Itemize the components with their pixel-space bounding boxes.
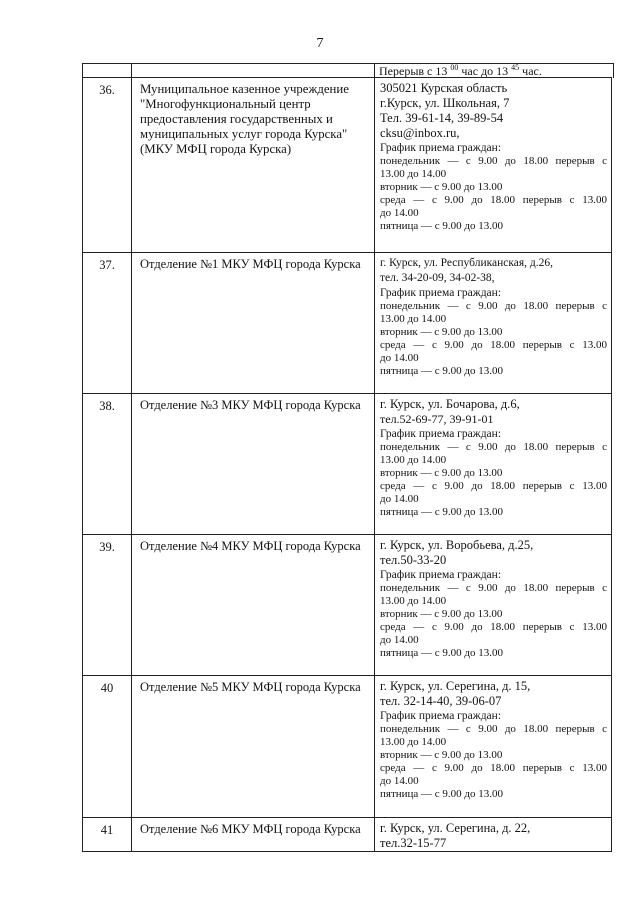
schedule-line: до 14.00	[380, 207, 419, 219]
phone-line: тел.52-69-77, 39-91-01	[380, 412, 494, 426]
header-cell-name	[132, 64, 375, 78]
schedule-line: 13.00 до 14.00	[380, 595, 447, 607]
row-number: 40	[83, 676, 132, 817]
schedule-line: 13.00 до 14.00	[380, 736, 447, 748]
contact-info	[375, 818, 611, 851]
contact-info	[375, 535, 611, 675]
name-line: "Многофункциональный центр	[140, 97, 311, 111]
schedule-title: График приема граждан:	[380, 428, 502, 440]
table-row	[82, 675, 612, 818]
schedule-line: среда — с 9.00 до 18.00 перерыв с 13.00	[380, 762, 607, 774]
header-text-middle: час до 13	[458, 64, 512, 78]
schedule-line: понедельник — с 9.00 до 18.00 перерыв с	[380, 723, 607, 735]
schedule-line: до 14.00	[380, 493, 419, 505]
schedule-line: пятница — с 9.00 до 13.00	[380, 506, 504, 518]
address-line: г. Курск, ул. Серегина, д. 15,	[380, 679, 531, 693]
row-number: 36.	[83, 78, 132, 252]
phone-line: тел.32-15-77	[380, 836, 447, 850]
address-line: г. Курск, ул. Серегина, д. 22,	[380, 821, 531, 835]
header-sup-1: 00	[450, 63, 459, 72]
phone-line: тел.50-33-20	[380, 553, 447, 567]
schedule-line: до 14.00	[380, 634, 419, 646]
schedule-line: среда — с 9.00 до 18.00 перерыв с 13.00	[380, 339, 607, 351]
institution-name	[132, 253, 375, 393]
header-cell-number	[83, 64, 132, 78]
row-number: 41	[83, 818, 132, 851]
schedule-line: пятница — с 9.00 до 13.00	[380, 365, 504, 377]
institution-name	[132, 818, 375, 851]
name-line: Отделение №5 МКУ МФЦ города Курска	[140, 680, 361, 694]
schedule-line: среда — с 9.00 до 18.00 перерыв с 13.00	[380, 480, 607, 492]
schedule-line: понедельник — с 9.00 до 18.00 перерыв с	[380, 582, 607, 594]
institution-name	[132, 535, 375, 675]
schedule-line: до 14.00	[380, 352, 419, 364]
schedule-line: понедельник — с 9.00 до 18.00 перерыв с	[380, 300, 607, 312]
institution-name	[132, 394, 375, 534]
header-text-after: час.	[519, 64, 542, 78]
schedule-title: График приема граждан:	[380, 142, 502, 154]
schedule-line: вторник — с 9.00 до 13.00	[380, 467, 503, 479]
schedule-line: вторник — с 9.00 до 13.00	[380, 749, 503, 761]
name-line: Отделение №6 МКУ МФЦ города Курска	[140, 822, 361, 836]
name-line: муниципальных услуг города Курска"	[140, 127, 348, 141]
schedule-title: График приема граждан:	[380, 287, 502, 299]
address-line: г.Курск, ул. Школьная, 7	[380, 96, 510, 110]
header-text-before: Перерыв с 13	[379, 64, 451, 78]
schedule-line: до 14.00	[380, 775, 419, 787]
institution-name	[132, 78, 375, 252]
table-row	[82, 393, 612, 535]
table-row	[82, 817, 612, 852]
schedule-line: 13.00 до 14.00	[380, 168, 447, 180]
schedule-line: понедельник — с 9.00 до 18.00 перерыв с	[380, 441, 607, 453]
table-row	[82, 77, 612, 253]
address-line: г. Курск, ул. Бочарова, д.6,	[380, 397, 520, 411]
phone-line: тел. 34-20-09, 34-02-38,	[380, 272, 495, 284]
name-line: (МКУ МФЦ города Курска)	[140, 142, 292, 156]
schedule-line: 13.00 до 14.00	[380, 313, 447, 325]
table-row	[82, 534, 612, 676]
phone-line: Тел. 39-61-14, 39-89-54	[380, 111, 504, 125]
page-number: 7	[316, 36, 324, 51]
institution-name	[132, 676, 375, 817]
phone-line: тел. 32-14-40, 39-06-07	[380, 694, 502, 708]
schedule-line: пятница — с 9.00 до 13.00	[380, 220, 504, 232]
schedule-line: 13.00 до 14.00	[380, 454, 447, 466]
schedule-line: пятница — с 9.00 до 13.00	[380, 647, 504, 659]
name-line: Муниципальное казенное учреждение	[140, 82, 349, 96]
table-header-row	[82, 63, 614, 78]
schedule-line: пятница — с 9.00 до 13.00	[380, 788, 504, 800]
row-number: 38.	[83, 394, 132, 534]
row-number: 39.	[83, 535, 132, 675]
table-row	[82, 252, 612, 394]
contact-info	[375, 676, 611, 817]
schedule-line: среда — с 9.00 до 18.00 перерыв с 13.00	[380, 621, 607, 633]
schedule-line: вторник — с 9.00 до 13.00	[380, 608, 503, 620]
row-number: 37.	[83, 253, 132, 393]
schedule-line: среда — с 9.00 до 18.00 перерыв с 13.00	[380, 194, 607, 206]
name-line: Отделение №1 МКУ МФЦ города Курска	[140, 257, 361, 271]
address-line: 305021 Курская область	[380, 81, 508, 95]
schedule-line: понедельник — с 9.00 до 18.00 перерыв с	[380, 155, 607, 167]
contact-info	[375, 253, 611, 393]
address-line: г. Курск, ул. Воробьева, д.25,	[380, 538, 534, 552]
email-line: cksu@inbox.ru,	[380, 126, 460, 140]
schedule-title: График приема граждан:	[380, 710, 502, 722]
contact-info	[375, 78, 611, 252]
name-line: предоставления государственных и	[140, 112, 333, 126]
name-line: Отделение №3 МКУ МФЦ города Курска	[140, 398, 361, 412]
name-line: Отделение №4 МКУ МФЦ города Курска	[140, 539, 361, 553]
schedule-line: вторник — с 9.00 до 13.00	[380, 181, 503, 193]
schedule-line: вторник — с 9.00 до 13.00	[380, 326, 503, 338]
schedule-title: График приема граждан:	[380, 569, 502, 581]
address-line: г. Курск, ул. Республиканская, д.26,	[380, 257, 554, 269]
contact-info	[375, 394, 611, 534]
header-sup-2: 45	[511, 63, 520, 72]
